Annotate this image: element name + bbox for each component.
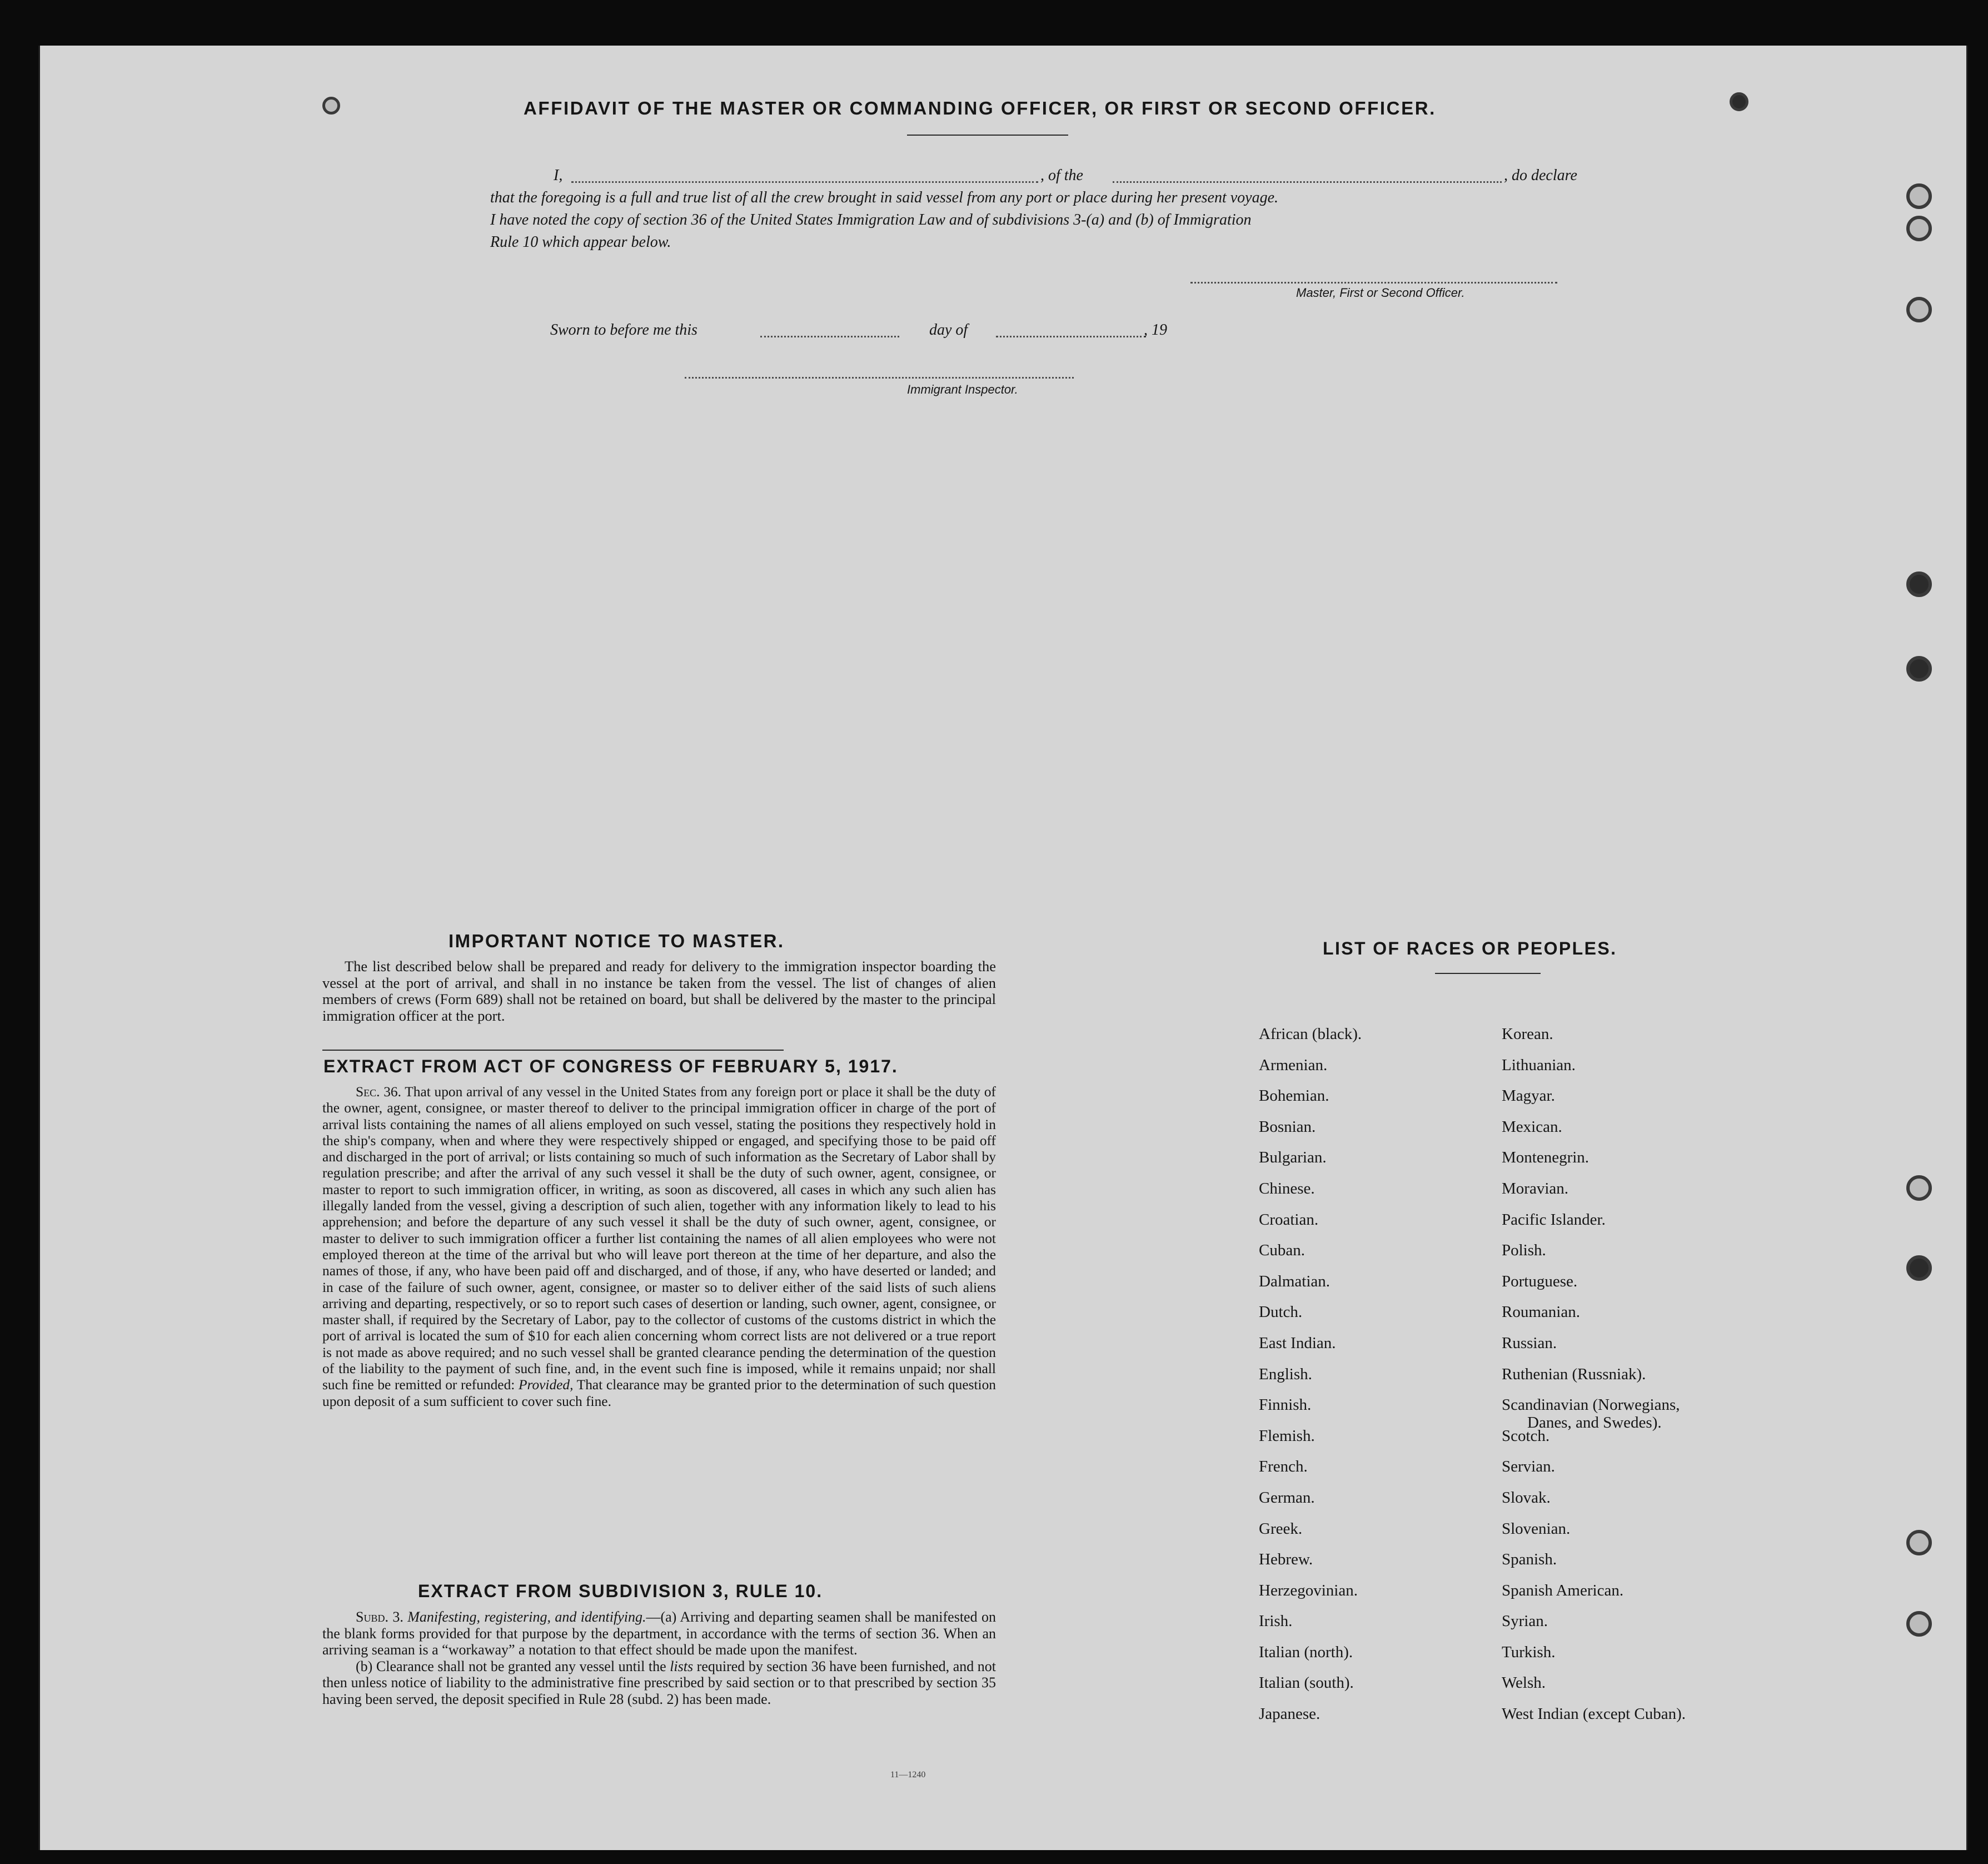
- vessel-name-field[interactable]: [1113, 181, 1502, 183]
- rule-a-label: —(a): [646, 1609, 677, 1625]
- race-entry: Italian (south).: [1259, 1674, 1354, 1692]
- affidavit-title: AFFIDAVIT OF THE MASTER OR COMMANDING OFFICER, OR FIRST OR SECOND OFFICER.: [524, 98, 1436, 118]
- inspector-signature-field[interactable]: [685, 377, 1074, 379]
- race-entry: Portuguese.: [1502, 1272, 1578, 1290]
- race-entry: Spanish American.: [1502, 1581, 1624, 1599]
- binder-hole: [1906, 571, 1932, 597]
- scan-edge-bottom: [0, 1850, 1988, 1864]
- race-entry: Flemish.: [1259, 1426, 1315, 1445]
- binder-hole: [322, 97, 340, 115]
- race-entry: Montenegrin.: [1502, 1149, 1590, 1167]
- form-number: 11—1240: [890, 1770, 926, 1780]
- race-entry: Hebrew.: [1259, 1550, 1313, 1569]
- race-entry: Dutch.: [1259, 1303, 1303, 1321]
- race-entry: Turkish.: [1502, 1643, 1556, 1661]
- race-entry: Spanish.: [1502, 1550, 1557, 1569]
- race-entry: Slovenian.: [1502, 1519, 1571, 1538]
- sworn-day-field[interactable]: [760, 336, 899, 337]
- binder-hole: [1906, 1611, 1932, 1637]
- act-proviso-body: That clearance may be granted prior to the determination of such question upon deposit of a sum sufficient to cover such fine.: [322, 1377, 996, 1409]
- notice-body: The list described below shall be prepared and ready for delivery to the immigration inspector boarding the vessel at the port of arrival, and shall in no instance be taken from the vessel. The list of changes of alien members of crews (Form 689) shall not be retained on board, but shall be delivered by the master to the principal immigration officer at the port.: [322, 958, 996, 1024]
- declarant-name-field[interactable]: [571, 181, 1038, 183]
- race-entry: Cuban.: [1259, 1241, 1305, 1260]
- binder-hole: [1906, 216, 1932, 241]
- race-entry: Welsh.: [1502, 1674, 1546, 1692]
- race-entry: Ruthenian (Russniak).: [1502, 1365, 1646, 1383]
- race-entry: Pacific Islander.: [1502, 1210, 1606, 1229]
- race-entry: West Indian (except Cuban).: [1502, 1705, 1686, 1723]
- act-section-label: Sec. 36.: [356, 1084, 401, 1100]
- binder-hole: [1730, 92, 1748, 111]
- race-entry: French.: [1259, 1458, 1308, 1476]
- race-entry: Korean.: [1502, 1025, 1553, 1043]
- races-title: LIST OF RACES OR PEOPLES.: [1323, 938, 1617, 958]
- race-entry: Slovak.: [1502, 1488, 1551, 1507]
- inspector-label: Immigrant Inspector.: [907, 382, 1018, 396]
- rule-extract-body: [322, 1609, 996, 1707]
- rule-a-body: Arriving and departing seamen shall be manifested on the blank forms provided for that purpose by the department, in accordance with the terms of section 36. When an arriving seaman is a “workaway” a notation to that effect should be made upon the manifest.: [322, 1609, 996, 1658]
- race-entry: Bohemian.: [1259, 1087, 1329, 1105]
- race-entry: Scotch.: [1502, 1426, 1550, 1445]
- races-title-rule: [1435, 973, 1541, 974]
- binder-hole: [1906, 1255, 1932, 1281]
- rule-b-lists: lists: [670, 1658, 694, 1674]
- binder-hole: [1906, 297, 1932, 322]
- race-entry: Armenian.: [1259, 1056, 1328, 1074]
- race-entry: German.: [1259, 1488, 1315, 1507]
- master-signature-field[interactable]: [1190, 282, 1557, 284]
- race-entry: Mexican.: [1502, 1117, 1562, 1136]
- races-column-2: [1502, 1025, 1746, 1736]
- race-entry: Polish.: [1502, 1241, 1546, 1260]
- race-entry: Irish.: [1259, 1612, 1293, 1631]
- race-entry: Lithuanian.: [1502, 1056, 1576, 1074]
- act-proviso-label: Provided,: [519, 1377, 574, 1393]
- affidavit-body-line1: that the foregoing is a full and true list of all the crew brought in said vessel from any port or place during her present voyage.: [490, 189, 1279, 206]
- affidavit-title-rule: [907, 135, 1068, 136]
- race-entry: East Indian.: [1259, 1334, 1336, 1352]
- binder-hole: [1906, 656, 1932, 682]
- race-entry: Croatian.: [1259, 1210, 1319, 1229]
- affidavit-i-label: I,: [554, 167, 563, 184]
- race-entry: Russian.: [1502, 1334, 1557, 1352]
- year-label: , 19: [1144, 321, 1167, 339]
- race-entry: Servian.: [1502, 1458, 1555, 1476]
- race-entry: African (black).: [1259, 1025, 1362, 1043]
- master-signature-label: Master, First or Second Officer.: [1296, 286, 1465, 300]
- binder-hole: [1906, 183, 1932, 209]
- race-entry: Dalmatian.: [1259, 1272, 1331, 1290]
- affidavit-body-line2: I have noted the copy of section 36 of the United States Immigration Law and of subdivisions 3-(a) and (b) of Immigration: [490, 211, 1252, 228]
- act-section-body: That upon arrival of any vessel in the United States from any foreign port or place it shall be the duty of the owner, agent, consignee, or master thereof to deliver to the principal immigration officer in charge of the port of arrival lists containing the names of all aliens employed on such vessel, stating the positions they respectively hold in the ship's company, when and where they were respectively shipped or engaged, and specifying those to be paid off and discharged in the port of arrival; or lists containing so much of such information as the Secretary of Labor shall by regulation prescribe; and after the arrival of any such vessel it shall be the duty of such owner, agent, consignee, or master to report to such immigration officer, in writing, as soon as discovered, all cases in which any such alien has illegally landed from the vessel, giving a description of such alien, together with any information likely to lead to his apprehension; and before the departure of any such vessel it shall be the duty of such owner, agent, consignee, or master to deliver to such immigration officer a further list containing the names of all alien employees who were not employed thereon at the time of the arrival but who will leave port thereon at the time of her departure, and also the names of those, if any, who have been paid off and discharged, and of those, if any, who have deserted or landed; and in case of the failure of such owner, agent, consignee, or master so to deliver either of the said lists of such aliens arriving and departing, respectively, or so to report such cases of desertion or landing, such owner, agent, consignee, or master shall, if required by the Secretary of Labor, pay to the collector of customs of the customs district in which the port of arrival is located the sum of $10 for each alien concerning whom correct lists are not delivered or a true report is not made as above required; and no such vessel shall be granted clearance pending the determination of the question of the liability to the payment of such fine, and, in the event such fine is imposed, while it remains unpaid; nor shall such fine be remitted or refunded:: [322, 1084, 996, 1393]
- race-entry: Magyar.: [1502, 1087, 1555, 1105]
- binder-hole: [1906, 1175, 1932, 1201]
- race-entry: Moravian.: [1502, 1179, 1568, 1197]
- race-entry: Chinese.: [1259, 1179, 1315, 1197]
- act-extract-body: [322, 1084, 996, 1410]
- act-extract-title: EXTRACT FROM ACT OF CONGRESS OF FEBRUARY 5, 1917.: [323, 1056, 898, 1076]
- race-entry: Italian (north).: [1259, 1643, 1353, 1661]
- affidavit-of-the-label: , of the: [1040, 167, 1083, 184]
- document-sheet: [40, 46, 1966, 1850]
- affidavit-declare-label: , do declare: [1504, 167, 1577, 184]
- race-entry: Bosnian.: [1259, 1117, 1316, 1136]
- notice-title: IMPORTANT NOTICE TO MASTER.: [449, 931, 785, 951]
- race-entry: Greek.: [1259, 1519, 1303, 1538]
- affidavit-body-line3: Rule 10 which appear below.: [490, 233, 671, 251]
- binder-hole: [1906, 1530, 1932, 1555]
- scan-edge-top: [0, 0, 1988, 46]
- day-of-label: day of: [929, 321, 968, 339]
- rule-subd-label: Subd. 3.: [356, 1609, 403, 1625]
- race-entry: Finnish.: [1259, 1396, 1312, 1414]
- sworn-label: Sworn to before me this: [550, 321, 697, 339]
- rule-b-label: (b): [356, 1658, 373, 1674]
- rule-subd-heading: Manifesting, registering, and identifying.: [407, 1609, 646, 1625]
- rule-extract-title: EXTRACT FROM SUBDIVISION 3, RULE 10.: [418, 1581, 823, 1601]
- sworn-month-field[interactable]: [996, 336, 1146, 337]
- notice-rule: [322, 1050, 784, 1051]
- race-entry: Scandinavian (Norwegians, Danes, and Swedes).: [1502, 1396, 1680, 1432]
- races-column-1: [1259, 1025, 1503, 1736]
- race-entry: Bulgarian.: [1259, 1149, 1327, 1167]
- rule-b-body-1: Clearance shall not be granted any vessel until the: [376, 1658, 666, 1674]
- race-entry: Syrian.: [1502, 1612, 1548, 1631]
- race-entry: Herzegovinian.: [1259, 1581, 1358, 1599]
- rule-b-body-2: required by section 36 have been furnished, and not then unless notice of liability to the administrative fine prescribed by said section or to that prescribed by section 35 having been served, the deposit specified in Rule 28 (subd. 2) has been made.: [322, 1658, 997, 1707]
- race-entry: Japanese.: [1259, 1705, 1321, 1723]
- race-entry: Roumanian.: [1502, 1303, 1580, 1321]
- race-entry: English.: [1259, 1365, 1312, 1383]
- bleed-through-heading: [396, 129, 1674, 160]
